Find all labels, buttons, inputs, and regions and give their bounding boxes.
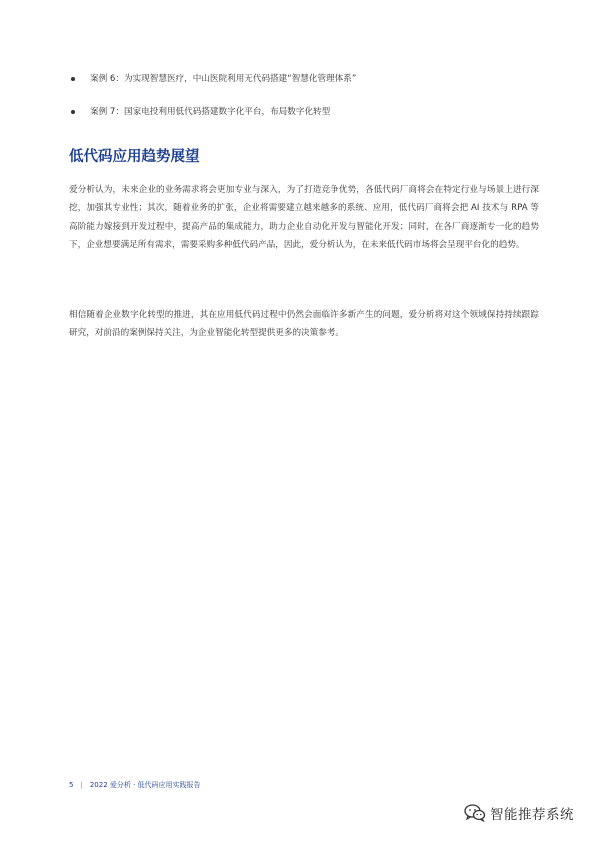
bullet-icon xyxy=(71,77,75,81)
list-item xyxy=(69,72,539,86)
page-number: 5 xyxy=(69,781,74,789)
report-title: 2022 爱分析 · 低代码应用实践报告 xyxy=(89,781,201,789)
body-paragraph: 相信随着企业数字化转型的推进，其在应用低代码过程中仍然会面临许多新产生的问题，爱分析将对这个领域保持持续跟踪研究，对前沿的案例保持关注，为企业智能化转型提供更多的决策参考。 xyxy=(69,310,539,339)
bullet-icon xyxy=(71,110,75,114)
watermark xyxy=(464,803,574,823)
list-item xyxy=(69,105,539,119)
footer-separator: | xyxy=(80,781,83,789)
page-footer xyxy=(69,780,201,790)
watermark-text: 智能推荐系统 xyxy=(490,807,574,823)
body-paragraph: 爱分析认为，未来企业的业务需求将会更加专业与深入，为了打造竞争优势，各低代码厂商将会在特定行业与场景上进行深挖，加强其专业性；其次，随着业务的扩张，企业将需要建立越来越多的系统、应用，低代码厂商将会把 AI 技术与 RPA 等高阶能力嫁接到开发过程中，提高产品的集成能力，助力企业自动化开发与智能化开发；同时，在各厂商逐渐专一化的趋势下，企业想要满足所有需求，需要采购多种低代码产品，因此，爱分析认为，在未来低代码市场将会呈现平台化的趋势。 xyxy=(69,185,539,250)
section-title: 低代码应用趋势展望 xyxy=(69,149,200,165)
wechat-icon xyxy=(464,804,486,822)
case-list xyxy=(69,72,539,138)
list-item-text: 案例 7：国家电投利用低代码搭建数字化平台，布局数字化转型 xyxy=(90,107,331,117)
list-item-text: 案例 6：为实现智慧医疗，中山医院利用无代码搭建“智慧化管理体系” xyxy=(90,74,357,84)
